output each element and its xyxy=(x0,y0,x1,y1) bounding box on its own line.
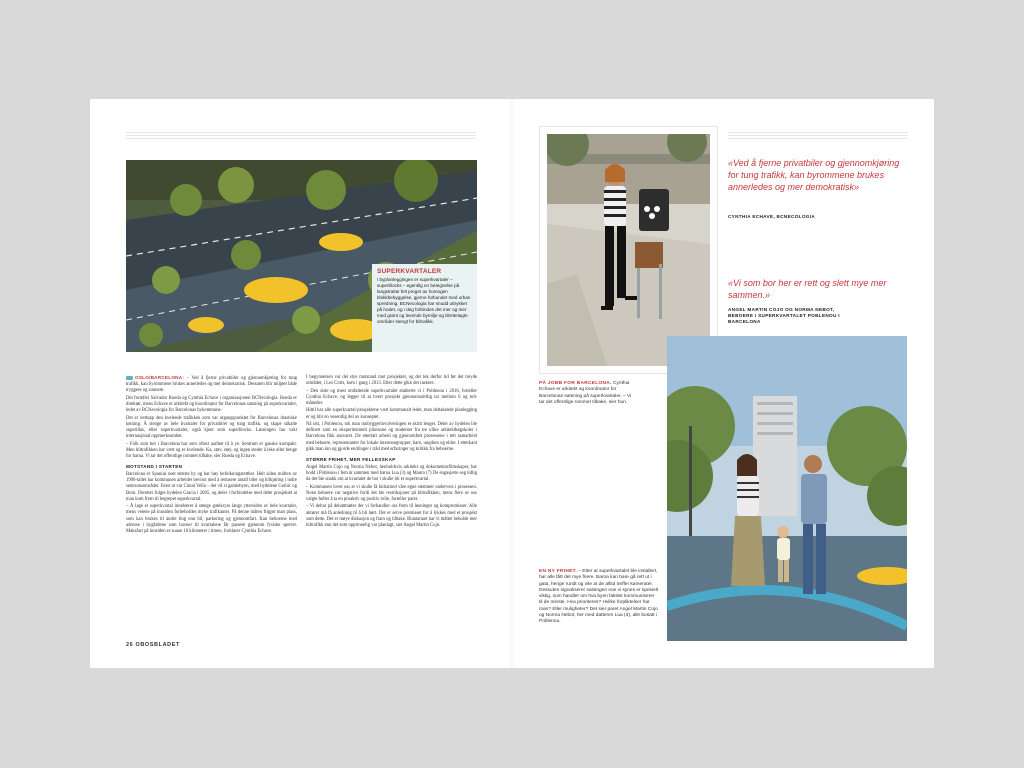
portrait-photo xyxy=(547,134,710,366)
dateline-kicker: OSLO/BARCELONA: xyxy=(135,375,185,380)
top-rule xyxy=(728,132,908,140)
pull-quote-2-attribution: ANGEL MARTIN COJO OG NORMA NEBOT, BEBOERE I SUPERKVARTALET POBLENOU I BARCELONA xyxy=(728,307,840,324)
family-illustration xyxy=(667,336,907,641)
paragraph: – Å lage et superkvartal innebærer å stenge gatekryss langs yttersiden av hele kvartaler, mens veiene på innsiden forbeholdes myke trafikanter. På denne måten frigjør man plass, som kan brukes til andre ting enn bil, parkering og gjennomfart. Kan beboerne med adresse i bygårdene som havner til kvartalene får passere gjennom fysiske sperrer. Maksfart på innsiden er snaue 10 kilometer i timen, forklarer Cynthia Echave. xyxy=(126,504,297,534)
lead-paragraph xyxy=(126,375,297,395)
caption-text: – Etter at superkvartalet ble installert, har alle fått det mye friere. Barna kan bare gå rett ut i gata, henge rundt og vite at de alltid treffer kamerater. Dessuten signaliserer satsingen noe vi synes er spesielt viktig, som handler om hva byen faktisk kommuniserer til de minste. Hva prioriteres? Hvilke forpliktelser har man? Eller muligheter? Det sier paret Angel Martin Cojo og Norma Nebot, her med datteren Lua (3), alle bosatt i Poblenou. xyxy=(539,569,659,625)
article-column-2 xyxy=(306,375,477,530)
pull-quote-2: «Vi som bor her er rett og slett mye mer sammen.» xyxy=(728,278,887,300)
superkvartaler-factbox xyxy=(372,264,477,352)
subheading: STØRRE FRIHET, MER FELLESSKAP xyxy=(306,457,396,462)
article-column-1 xyxy=(126,375,297,536)
paragraph: – Den siste og mest omfattende superkvartalet etablerte vi i Poblenou i 2016, forteller Cynthia Echave, og legger til at hvert prosjekt gjennomsnittlig tar mellom 6 og tolv måneder. xyxy=(306,388,477,406)
pull-quote-1-attribution: CYNTHIA ECHAVE, BCNECOLOGIA xyxy=(728,214,816,219)
subheading: MOTSTAND I STARTEN xyxy=(126,464,183,470)
family-caption xyxy=(539,569,659,626)
paragraph: – Vi deltar på debattmøter der vi forhandler oss frem til løsninger og kompromisser. Alle aktører må få anledning til å bli hørt. Det er selve premisset for å lykkes med et prosjekt som dette. Det er møye diskusjon og fram og tilbake. Blantannet har vi måttet beholde mer biltrafikk enn det som opprinnelig var planlagt, sier Angel Martin Cojo. xyxy=(306,504,477,528)
paragraph: Det forteller Salvador Rueda og Cynthia Echave i organisasjonen BCNecologia. Rueda er direktør, mens Echave er arkitekt og koordinator for Barcelonas satsning på superkvartaler, ledet av BCNecologia for Barcelonas bykommune. xyxy=(126,395,297,414)
page-footer: 26 OBOSBLADET xyxy=(126,642,180,648)
caption-kicker: EN NY FRIHET. xyxy=(539,569,577,574)
paragraph: Nå sist, i Poblenou, tok man innbyggerinvolveringen et skritt lenger. Deler av bydelen ble definert som en eksperimentell pilotsone og studenter fra tre ulike arkitekthøgskoler i Barcelona fikk ansvaret. De etterlatt arbeid og gjennomført prosessene i tett samarbeid med beboere, representanter for lokale interessegrupper, barn, ungdom og eldre. I etterkant gikk man inn og gjorde endringer i tråd med erfaringer og kritikk fra beboerne. xyxy=(306,421,477,452)
section-marker-icon xyxy=(126,376,133,380)
factbox-title: SUPERKVARTALER xyxy=(377,268,442,275)
paragraph: Barcelona er Spanias nest største by og har høy befolkningstetthet. Helt siden midten av 1990-tallet har kommunen arbeidet bevisst med å redusere antall biler og bilkjøring i indre sentrumsområder. Først ut var Ciutat Vella – det vil si gamlebyen, med bydelene Gothic og Born. Deretter fulgte bydelen Gracia i 2005, og deler i forbindelse med dette prosjektet at man kom frem til begrepet superkvartal. xyxy=(126,471,297,502)
right-page xyxy=(512,99,934,668)
paragraph: – Kommunen lovet oss at vi skulle få bidrarned våre egne stemmer underveis i prosessen. Noen beboere var negative fordi det ble restriksjoner på biltrafikken, mens flere av oss valgte heller å ta en proaktiv og positiv rolle, forteller paret. xyxy=(306,484,477,502)
factbox-text: I byplanleggingen er superkvartaler – superblocks – egentlig en betegnelse på langstrakte felt preget av homogen blokkbebyggelse, gjerne forbundet med urban spredning. BCNecologia har snudd uttrykket på hodet, og i deg forbindes det mer og mer med grønt og levende byrnilje og tilrettelagte områder stengt for biltrafikk. xyxy=(377,277,471,324)
top-rule xyxy=(126,132,476,140)
caption-kicker: PÅ JOBB FOR BARCELONA. xyxy=(539,381,612,386)
magazine-spread xyxy=(90,99,934,668)
paragraph: Angel Martin Cojo og Norma Nebot, henholdsvis arkitekt og dokumentarfilmskaper, har bodd i Poblenou i fem år sammen med barna Lua (3) og Mauro (7) De engasjerte seg tidlig da det ble snakk om at kvartalet de bor i skulle bli et superkvartal. xyxy=(306,464,477,483)
paragraph: – Folk som bor i Barcelona har som oftest aarlhet til å ye. Sentrum er ganske kompakt. Men biltrafikken har vært og er kvelende. Ka, støv, støy, og ingen steder å leke eller henge for barna. Vi tar det offentlige rommet tilbake, sier Rueda og Echave. xyxy=(126,441,297,459)
paragraph: Hittil har alle superkvartal-prosjektene vært kommunalt ledet, men deltakende planlegging er og blir en vesentlig del av konseptet. xyxy=(306,408,477,420)
lead-text: – Ved å fjerne privatbiler og gjennomkjøring for tung trafikk, kan byrommene brukes annerledes og mer demokratisk. Dessuten blir miljøet både tryggere og sunnere. xyxy=(126,376,298,394)
pull-quote-1: «Ved å fjerne privatbiler og gjennomkjøring for tung trafikk, kan byrommene brukes annerledes og mer demokratisk» xyxy=(728,158,900,192)
paragraph: Det er nettopp den kvelende trafikken som var utgangspunktet for Barcelonas drastiske løsning: Å stenge av hele kvartaler for privatbiler og tung trafikk, og skape såkalte superillas, eller superkvartaler, også kjent som superblocks. Løsningen har vakt internasjonal oppmerksomhet. xyxy=(126,415,297,440)
portrait-caption xyxy=(539,381,634,406)
left-page xyxy=(90,99,512,668)
family-street-photo xyxy=(667,336,907,641)
paragraph: I begynnelsen var det stye motstand mot prosjektet, og det tok derfor tid før det treyde området, i Les Corts, kom i gang i 2013. Etter dette gikk det raskere. xyxy=(306,375,477,387)
caption-text: Cynthia Echave er arkitekt og koordinator for Barcelonas satsning på superkvartaler. – Vi tar det offentlige rommet tilbake, sier hun. xyxy=(539,381,632,405)
